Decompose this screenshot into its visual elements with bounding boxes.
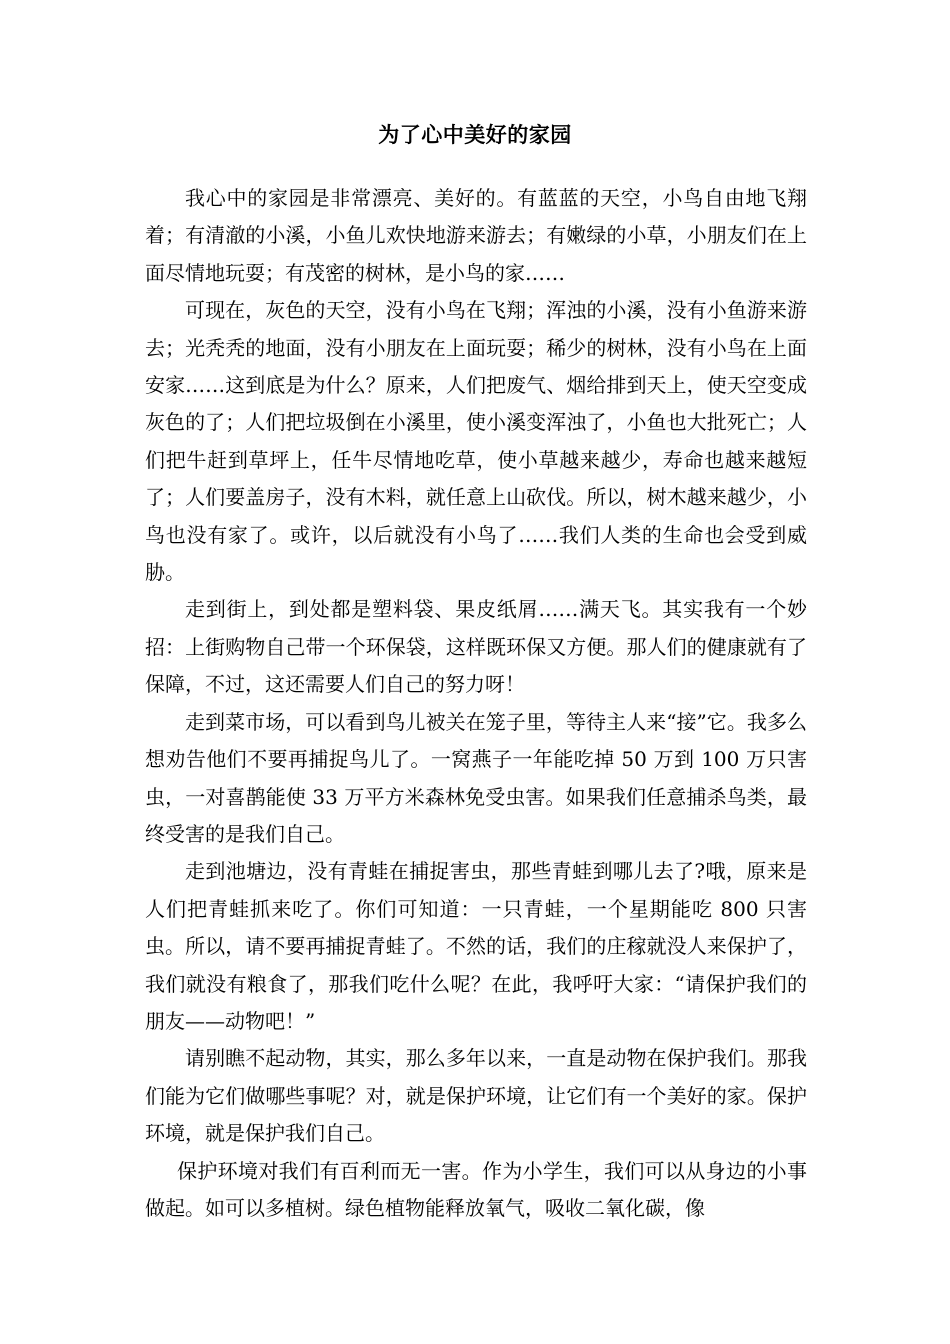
document-title: 为了心中美好的家园 (378, 122, 572, 147)
paragraph-5: 走到池塘边，没有青蛙在捕捉害虫，那些青蛙到哪儿去了?哦，原来是人们把青蛙抓来吃了。你们可知道：一只青蛙，一个星期能吃 800 只害虫。所以，请不要再捕捉青蛙了。不然的话，我们的庄稼就没人来保护了，我们就没有粮食了，那我们吃什么呢？在此，我呼吁大家：“请保护我们的朋友——动物吧！” (145, 859, 807, 1033)
paragraph-2: 可现在，灰色的天空，没有小鸟在飞翔；浑浊的小溪，没有小鱼游来游去；光秃秃的地面，没有小朋友在上面玩耍；稀少的树林，没有小鸟在上面安家……这到底是为什么？原来，人们把废气、烟给排到天上，使天空变成灰色的了；人们把垃圾倒在小溪里，使小溪变浑浊了，小鱼也大批死亡；人们把牛赶到草坪上，任牛尽情地吃草，使小草越来越少，寿命也越来越短了；人们要盖房子，没有木料，就任意上山砍伐。所以，树木越来越少，小鸟也没有家了。或许，以后就没有小鸟了……我们人类的生命也会受到威胁。 (145, 298, 807, 585)
document-body (145, 180, 807, 1227)
paragraph-3: 走到街上，到处都是塑料袋、果皮纸屑……满天飞。其实我有一个妙招：上街购物自己带一个环保袋，这样既环保又方便。那人们的健康就有了保障，不过，这还需要人们自己的努力呀！ (145, 597, 807, 697)
paragraph-1: 我心中的家园是非常漂亮、美好的。有蓝蓝的天空，小鸟自由地飞翔着；有清澈的小溪，小鱼儿欢快地游来游去；有嫩绿的小草，小朋友们在上面尽情地玩耍；有茂密的树林，是小鸟的家…… (145, 186, 807, 285)
paragraph-4: 走到菜市场，可以看到鸟儿被关在笼子里，等待主人来“接”它。我多么想劝告他们不要再捕捉鸟儿了。一窝燕子一年能吃掉 50 万到 100 万只害虫，一对喜鹊能使 33 万平方米森林免受虫害。如果我们任意捕杀鸟类，最终受害的是我们自己。 (145, 709, 807, 846)
paragraph-6: 请别瞧不起动物，其实，那么多年以来，一直是动物在保护我们。那我们能为它们做哪些事呢？对，就是保护环境，让它们有一个美好的家。保护环境，就是保护我们自己。 (145, 1046, 807, 1146)
paragraph-7: 保护环境对我们有百利而无一害。作为小学生，我们可以从身边的小事做起。如可以多植树。绿色植物能释放氧气，吸收二氧化碳，像 (145, 1158, 807, 1220)
